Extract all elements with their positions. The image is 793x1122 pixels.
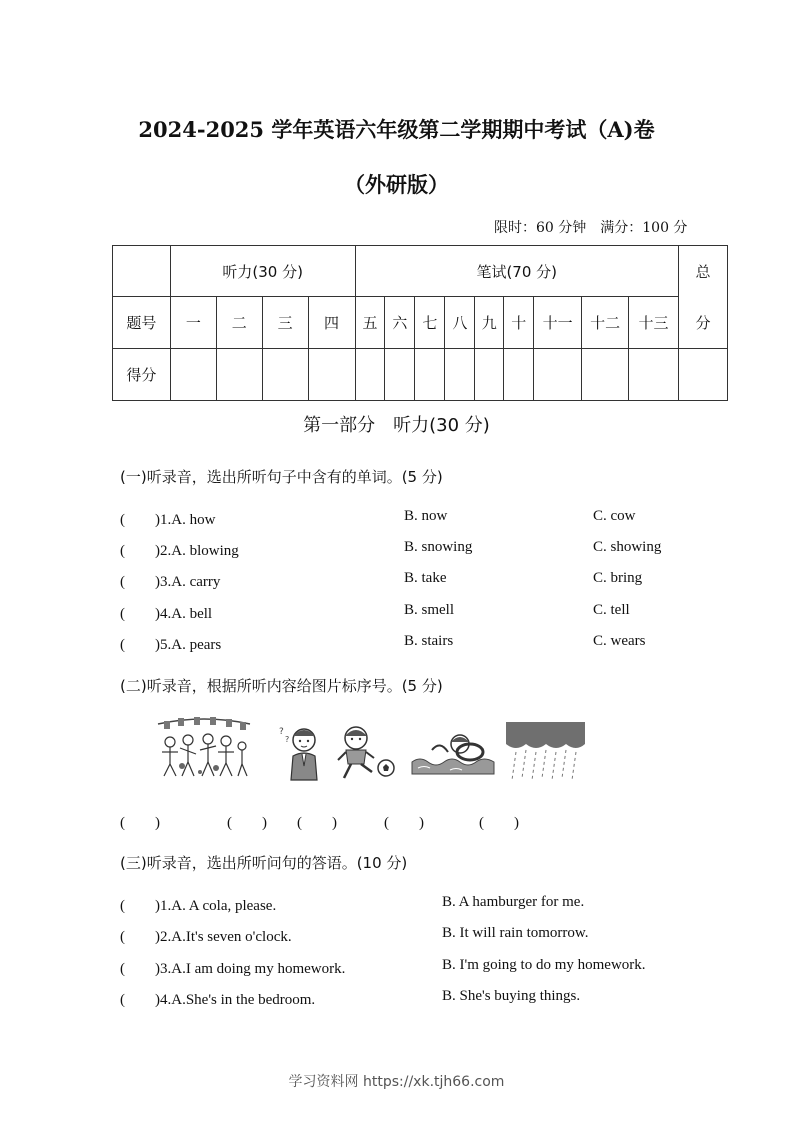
boy-thinking-picture	[275, 722, 325, 782]
exam-time-score: 限时：60 分钟 满分：100 分	[494, 220, 688, 236]
q1-item-5-b: B. stairs	[404, 633, 454, 649]
q1-item-4-a: ( )4.A. bell	[120, 606, 213, 622]
q1-item-5-c: C. wears	[593, 633, 646, 649]
score-cell[interactable]	[355, 349, 385, 401]
q3-item-1-a: ( )1.A. A cola, please.	[120, 898, 277, 914]
number-cell: 三	[262, 297, 308, 349]
q2-blank-4[interactable]: ( )	[384, 815, 424, 831]
score-cell[interactable]	[534, 349, 582, 401]
writing-header: 笔试(70 分)	[355, 246, 678, 297]
score-cell[interactable]	[415, 349, 445, 401]
rain-cloud-picture	[506, 722, 585, 782]
number-row-label: 题号	[113, 297, 171, 349]
score-cell[interactable]	[475, 349, 504, 401]
q2-blank-2[interactable]: ( )	[227, 815, 267, 831]
q3-item-4-a: ( )4.A.She's in the bedroom.	[120, 992, 316, 1008]
svg-text:?: ?	[279, 727, 284, 737]
number-cell: 十三	[629, 297, 679, 349]
total-header	[678, 246, 727, 349]
boy-football-picture	[336, 724, 396, 782]
score-cell[interactable]	[504, 349, 534, 401]
q1-item-1-b: B. now	[404, 508, 448, 524]
score-row	[113, 349, 728, 401]
score-cell[interactable]	[582, 349, 629, 401]
q3-heading: (三)听录音，选出所听问句的答语。(10 分)	[120, 854, 408, 872]
q2-blank-5[interactable]: ( )	[479, 815, 519, 831]
q1-item-2-a: ( )2.A. blowing	[120, 543, 239, 559]
q3-item-2-b: B. It will rain tomorrow.	[442, 925, 589, 941]
q3-item-3-a: ( )3.A.I am doing my homework.	[120, 961, 346, 977]
score-cell[interactable]	[445, 349, 475, 401]
total-top: 总	[695, 263, 711, 281]
score-cell[interactable]	[262, 349, 308, 401]
score-table	[112, 245, 728, 401]
q3-item-1-b: B. A hamburger for me.	[442, 894, 585, 910]
part1-title: 第一部分 听力(30 分)	[303, 415, 490, 436]
q1-item-4-b: B. smell	[404, 602, 455, 618]
score-cell[interactable]	[170, 349, 216, 401]
q1-item-1-a: ( )1.A. how	[120, 512, 216, 528]
number-cell: 五	[355, 297, 385, 349]
exam-subtitle: （外研版）	[344, 172, 449, 197]
number-cell: 六	[385, 297, 415, 349]
number-cell: 八	[445, 297, 475, 349]
footer-watermark: 学习资料网 https://xk.tjh66.com	[288, 1074, 505, 1090]
score-cell[interactable]	[308, 349, 355, 401]
q3-item-2-a: ( )2.A.It's seven o'clock.	[120, 929, 292, 945]
q2-heading: (二)听录音，根据所听内容给图片标序号。(5 分)	[120, 677, 443, 695]
q1-item-3-b: B. take	[404, 570, 447, 586]
number-cell: 九	[475, 297, 504, 349]
listening-header: 听力(30 分)	[170, 246, 355, 297]
number-cell: 四	[308, 297, 355, 349]
q1-item-1-c: C. cow	[593, 508, 636, 524]
score-cell[interactable]	[385, 349, 415, 401]
number-cell: 十二	[582, 297, 629, 349]
q2-blank-1[interactable]: ( )	[120, 815, 160, 831]
party-picture	[154, 716, 254, 782]
number-cell: 一	[170, 297, 216, 349]
q1-heading: (一)听录音，选出所听句子中含有的单词。(5 分)	[120, 468, 443, 486]
exam-title: 2024-2025 学年英语六年级第二学期期中考试（A)卷	[138, 117, 655, 142]
svg-text:?: ?	[285, 735, 290, 744]
score-cell[interactable]	[629, 349, 679, 401]
number-row	[113, 297, 728, 349]
score-row-label: 得分	[113, 349, 171, 401]
table-corner-cell	[113, 246, 171, 297]
q1-item-2-b: B. snowing	[404, 539, 473, 555]
score-cell[interactable]	[678, 349, 727, 401]
q1-item-4-c: C. tell	[593, 602, 630, 618]
q1-item-3-c: C. bring	[593, 570, 643, 586]
q1-item-2-c: C. showing	[593, 539, 662, 555]
swimming-picture	[410, 730, 496, 778]
q3-item-4-b: B. She's buying things.	[442, 988, 581, 1004]
number-cell: 十	[504, 297, 534, 349]
number-cell: 十一	[534, 297, 582, 349]
number-cell: 二	[216, 297, 262, 349]
score-cell[interactable]	[216, 349, 262, 401]
total-bottom: 分	[695, 314, 711, 332]
number-cell: 七	[415, 297, 445, 349]
q1-item-3-a: ( )3.A. carry	[120, 574, 221, 590]
q1-item-5-a: ( )5.A. pears	[120, 637, 222, 653]
q3-item-3-b: B. I'm going to do my homework.	[442, 957, 646, 973]
q2-blank-3[interactable]: ( )	[297, 815, 337, 831]
